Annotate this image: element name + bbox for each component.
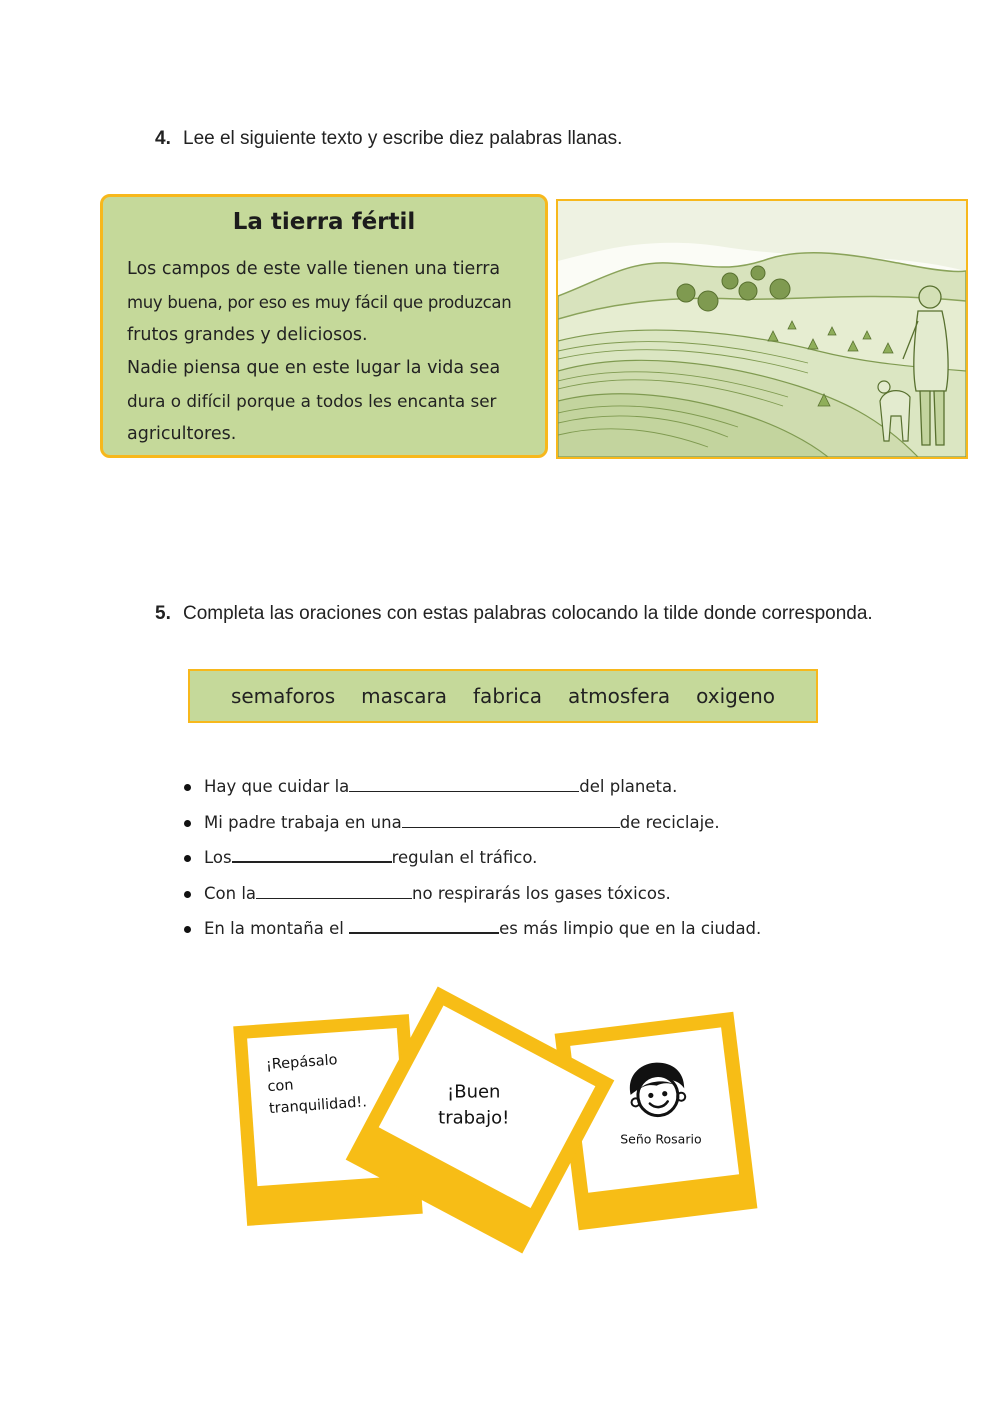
sentence-item [184, 774, 761, 810]
reading-line: frutos grandes y deliciosos. [127, 325, 368, 345]
reading-box [100, 194, 548, 458]
word-bank-item: mascara [361, 684, 448, 708]
smiley-face-icon [619, 1054, 696, 1126]
question-4-heading [155, 127, 883, 150]
answer-blank[interactable] [349, 916, 499, 934]
sentence-before: Mi padre trabaja en una [204, 812, 402, 832]
sentence-item [184, 810, 761, 846]
sentence-after: no respirarás los gases tóxicos. [412, 883, 671, 903]
sentence-after: del planeta. [579, 777, 678, 796]
reading-line: Los campos de este valle tienen una tierra [127, 259, 501, 279]
card-line: ¡Buen [447, 1081, 501, 1103]
question-number: 5. [155, 603, 171, 624]
card-line: con [267, 1077, 295, 1096]
card-good-job-text [438, 1079, 509, 1131]
sentence-after: regulan el tráfico. [391, 848, 538, 867]
sentence-after: de reciclaje. [619, 812, 720, 832]
answer-blank[interactable] [232, 845, 392, 863]
question-5-heading [155, 602, 883, 625]
card-line: tranquilidad!. [268, 1094, 368, 1118]
reading-title: La tierra fértil [232, 209, 416, 235]
sentence-before: Con la [204, 883, 257, 903]
sentence-before: Hay que cuidar la [204, 777, 350, 796]
sentence-before: En la montaña el [204, 919, 350, 938]
answer-blank[interactable] [349, 775, 579, 792]
farm-landscape-icon [558, 201, 966, 457]
word-bank-item: atmosfera [568, 684, 671, 708]
card-line: ¡Repásalo [265, 1052, 339, 1074]
sentence-before: Los [204, 848, 232, 867]
answer-blank[interactable] [402, 811, 620, 828]
farm-landscape-illustration [556, 199, 968, 459]
reading-line: Nadie piensa que en este lugar la vida sea [127, 358, 501, 378]
sentence-item [184, 845, 761, 881]
word-bank-item: oxigeno [696, 684, 776, 708]
reading-line: muy buena, por eso es muy fácil que produzcan [127, 293, 512, 312]
reading-line: agricultores. [127, 424, 237, 444]
question-number: 4. [155, 128, 171, 149]
word-bank-item: fabrica [473, 684, 543, 708]
card-signature: Seño Rosario [620, 1131, 702, 1147]
reading-text [127, 253, 537, 451]
sentence-item [184, 881, 761, 917]
word-bank [188, 669, 818, 723]
word-bank-item: semaforos [230, 684, 336, 708]
sentence-item [184, 916, 761, 952]
answer-blank[interactable] [256, 882, 412, 899]
card-review-text [265, 1047, 367, 1120]
sentence-after: es más limpio que en la ciudad. [499, 919, 762, 938]
reading-line: dura o difícil porque a todos les encanta ser [127, 391, 497, 411]
card-line: trabajo! [438, 1107, 510, 1129]
question-instruction: Lee el siguiente texto y escribe diez palabras llanas. [183, 128, 623, 149]
question-instruction: Completa las oraciones con estas palabras colocando la tilde donde corresponda. [183, 603, 873, 624]
sentence-list [184, 774, 761, 952]
